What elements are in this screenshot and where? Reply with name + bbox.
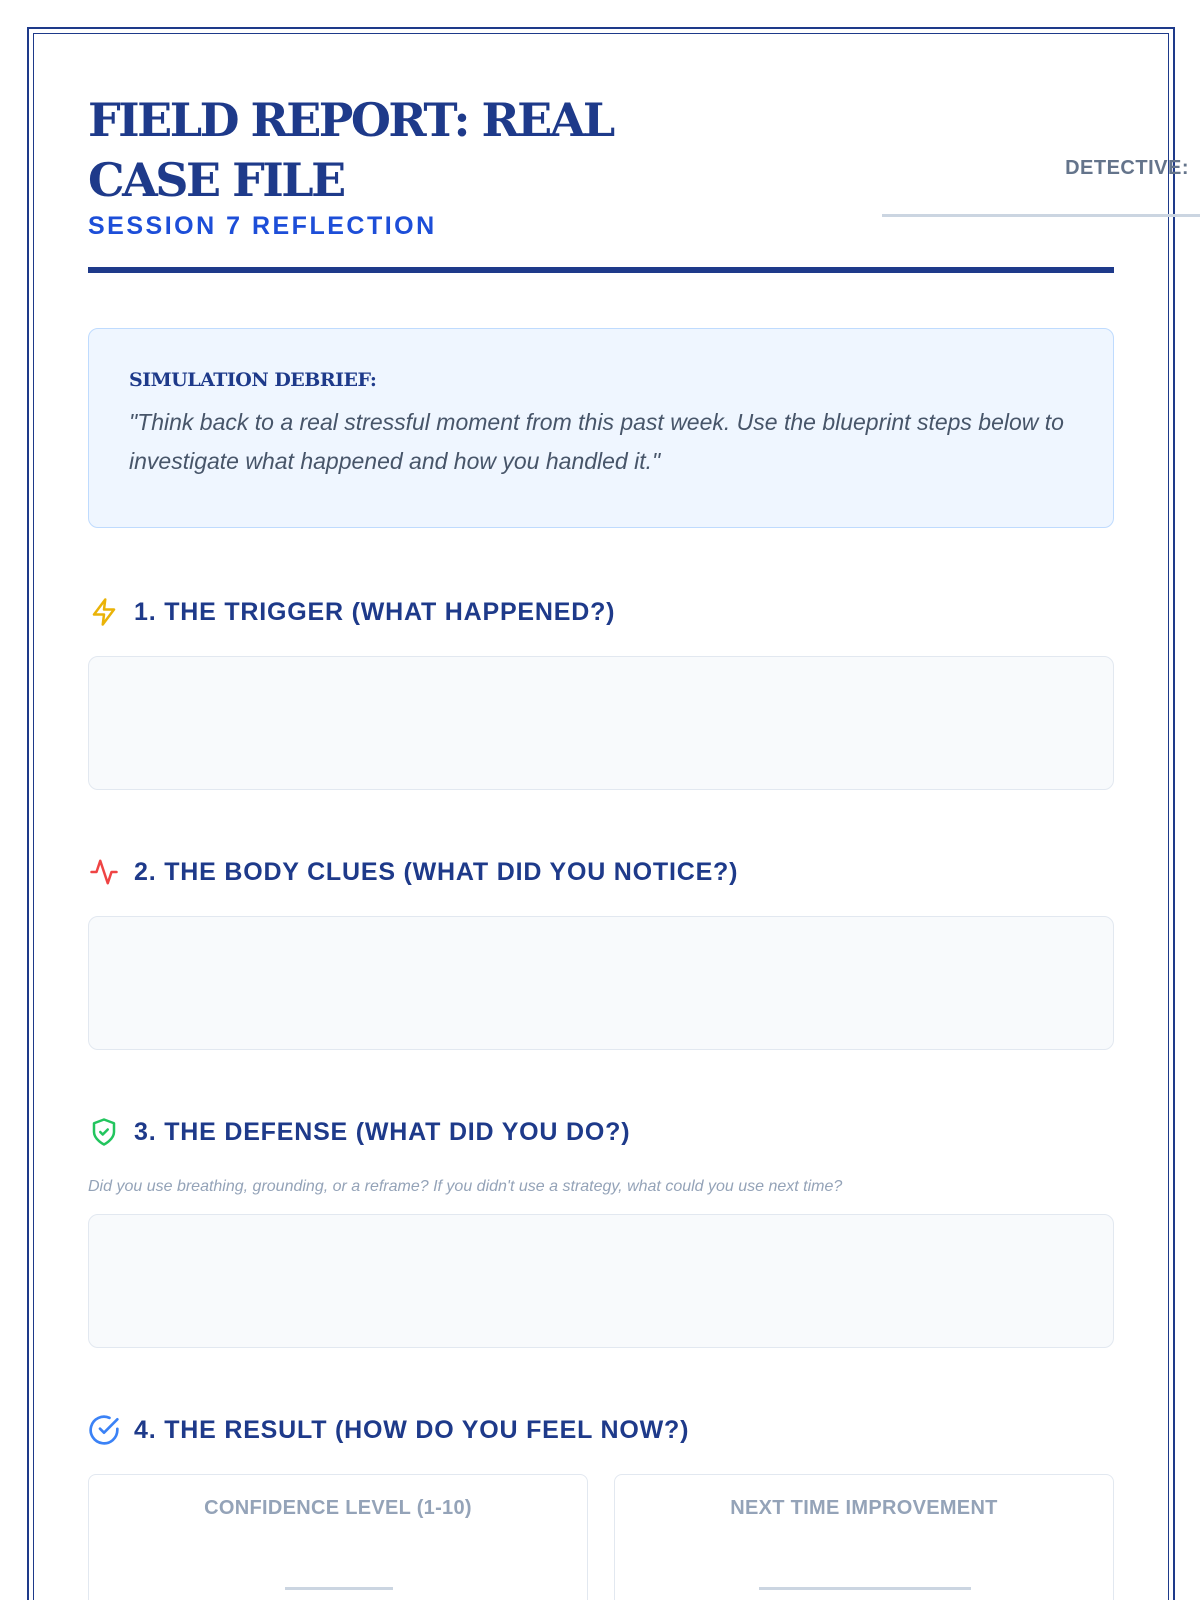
detective-label: DETECTIVE: — [1065, 157, 1189, 179]
debrief-text: "Think back to a real stressful moment from this past week. Use the blueprint steps below to investigate what happened and how you handled it." — [129, 409, 1064, 474]
body-clues-answer-box[interactable] — [88, 916, 1114, 1050]
section-result-label: 4. THE RESULT (HOW DO YOU FEEL NOW?) — [134, 1415, 690, 1444]
detective-name-field[interactable] — [882, 214, 1200, 217]
confidence-card — [88, 1474, 588, 1600]
trigger-answer-box[interactable] — [88, 656, 1114, 790]
debrief-box — [88, 328, 1114, 528]
section-defense-heading — [88, 1116, 630, 1148]
improvement-card — [614, 1474, 1114, 1600]
check-circle-icon — [88, 1414, 120, 1446]
lightning-icon — [88, 596, 120, 628]
debrief-label: SIMULATION DEBRIEF: — [129, 369, 377, 391]
defense-hint: Did you use breathing, grounding, or a reframe? If you didn't use a strategy, what could you use next time? — [88, 1178, 843, 1195]
improvement-input-line[interactable] — [759, 1587, 971, 1590]
section-trigger-label: 1. THE TRIGGER (WHAT HAPPENED?) — [134, 597, 616, 626]
section-body-clues-heading — [88, 856, 738, 888]
header-divider — [88, 267, 1114, 273]
confidence-label: CONFIDENCE LEVEL (1-10) — [204, 1497, 472, 1519]
page-title: FIELD REPORT: REAL CASE FILE — [88, 93, 613, 207]
defense-answer-box[interactable] — [88, 1214, 1114, 1348]
report-header — [88, 90, 1189, 241]
page-subtitle: SESSION 7 REFLECTION — [88, 212, 437, 240]
improvement-label: NEXT TIME IMPROVEMENT — [730, 1497, 998, 1519]
section-trigger-heading — [88, 596, 615, 628]
section-defense-label: 3. THE DEFENSE (WHAT DID YOU DO?) — [134, 1117, 631, 1146]
pulse-icon — [88, 856, 120, 888]
section-body-clues-label: 2. THE BODY CLUES (WHAT DID YOU NOTICE?) — [134, 857, 739, 886]
section-result-heading — [88, 1414, 689, 1446]
confidence-input-line[interactable] — [285, 1587, 393, 1590]
shield-check-icon — [88, 1116, 120, 1148]
